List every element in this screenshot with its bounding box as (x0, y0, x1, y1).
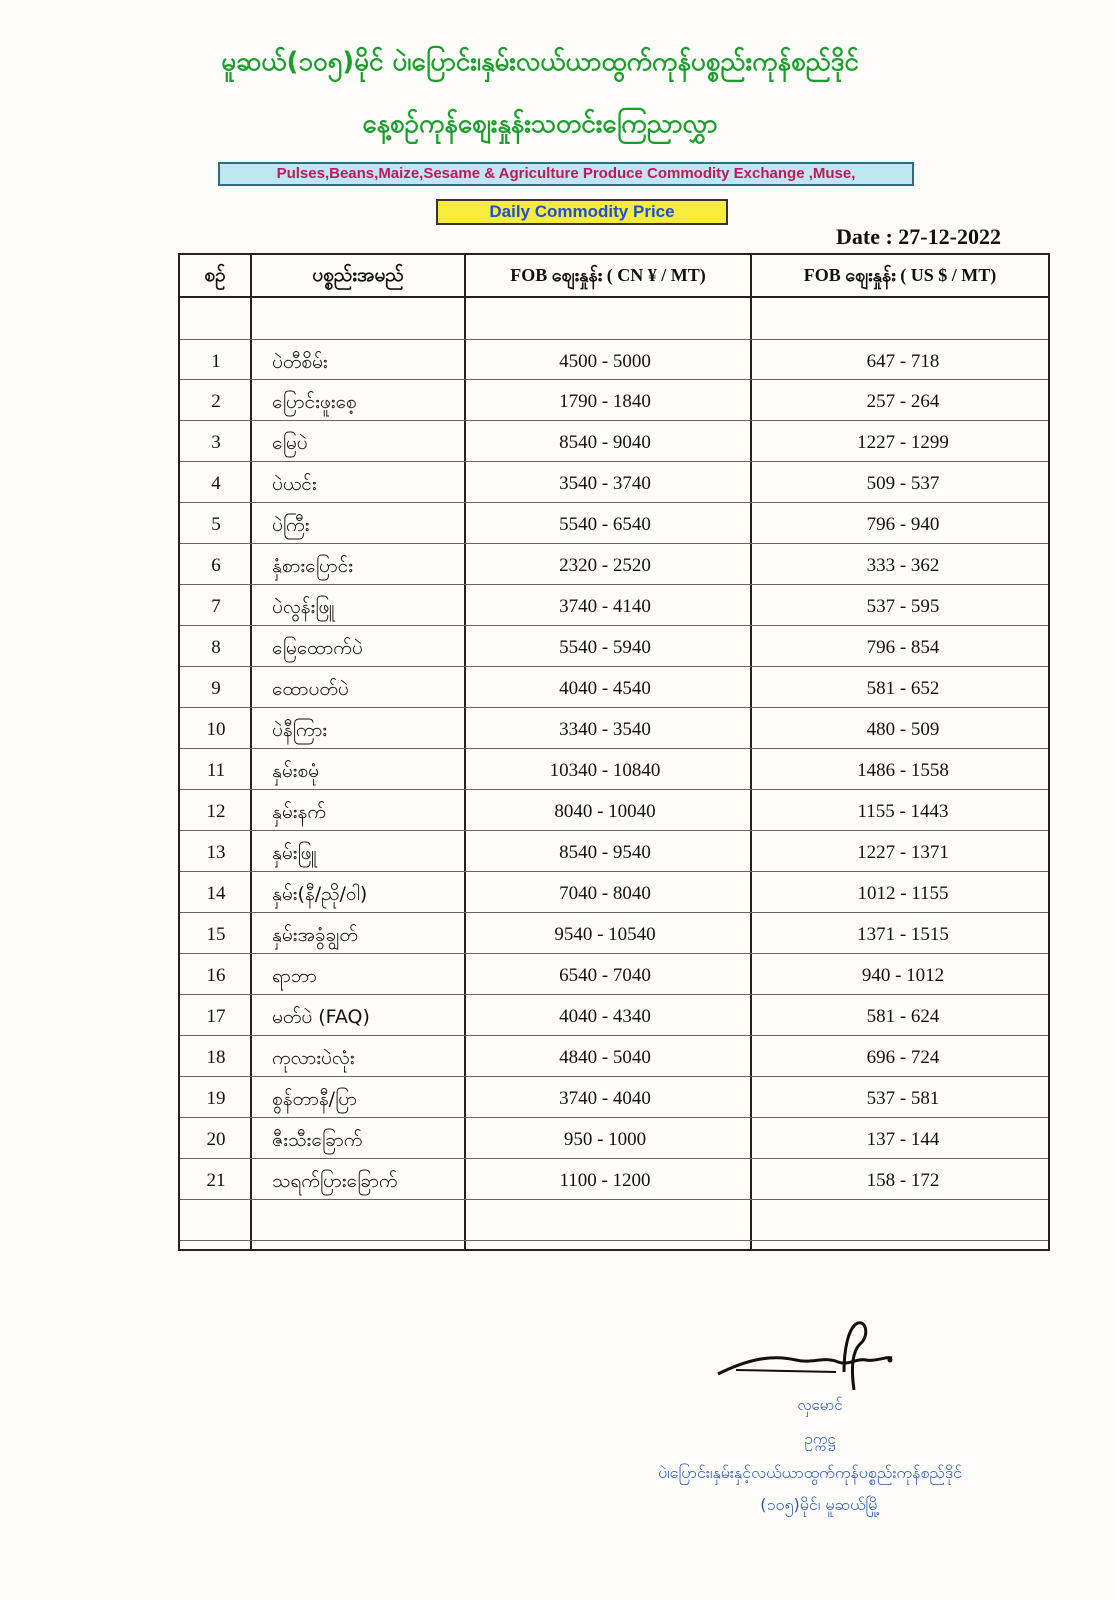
row-serial-no: 4 (211, 473, 221, 494)
table-row (180, 544, 1048, 585)
row-price-usd: 480 - 509 (866, 719, 940, 740)
row-item-name: ပဲယင်း (272, 473, 317, 495)
row-price-usd: 796 - 940 (866, 514, 940, 535)
row-price-cny: 3540 - 3740 (559, 473, 651, 494)
row-price-cny: 8540 - 9540 (559, 842, 651, 863)
table-row (180, 749, 1048, 790)
row-price-usd: 137 - 144 (866, 1129, 940, 1150)
row-price-cny: 10340 - 10840 (549, 760, 661, 781)
table-row-empty (180, 1200, 1048, 1241)
row-serial-no: 10 (206, 719, 226, 740)
row-price-usd: 1371 - 1515 (857, 924, 949, 945)
table-row (180, 1077, 1048, 1118)
row-item-name: နှမ်းအခွံချွတ် (272, 924, 358, 946)
table-row (180, 626, 1048, 667)
row-price-usd: 537 - 581 (866, 1088, 940, 1109)
row-price-usd: 581 - 624 (866, 1006, 940, 1027)
row-serial-no: 1 (211, 351, 221, 372)
row-item-name: မြေထောက်ပဲ (272, 637, 363, 659)
row-item-name: ဇီးသီးခြောက် (272, 1129, 363, 1151)
row-price-usd: 1486 - 1558 (857, 760, 949, 781)
row-item-name: ပဲတီစိမ်း (272, 351, 328, 373)
row-item-name: နှမ်း(နီ/ညို/ဝါ) (272, 883, 368, 905)
row-price-cny: 4040 - 4340 (559, 1006, 651, 1027)
row-serial-no: 20 (206, 1129, 226, 1150)
row-price-usd: 696 - 724 (866, 1047, 940, 1068)
row-price-cny: 7040 - 8040 (559, 883, 651, 904)
row-serial-no: 11 (206, 760, 226, 781)
table-row (180, 667, 1048, 708)
signer-name: လှမောင် (797, 1396, 843, 1414)
daily-price-label: Daily Commodity Price (436, 199, 728, 225)
row-item-name: ပဲကြီး (272, 514, 310, 536)
row-item-name: နှံစားပြောင်း (272, 555, 354, 577)
row-price-usd: 1155 - 1443 (857, 801, 949, 822)
table-row (180, 995, 1048, 1036)
row-serial-no: 6 (211, 555, 221, 576)
row-serial-no: 5 (211, 514, 221, 535)
header-fob-usd: FOB စျေးနှုန်း ( US $ / MT) (803, 265, 997, 285)
row-serial-no: 12 (206, 801, 226, 822)
row-price-usd: 158 - 172 (866, 1170, 940, 1191)
header-divider (180, 296, 1048, 298)
row-item-name: ကုလားပဲလုံး (272, 1047, 355, 1069)
row-price-cny: 1100 - 1200 (559, 1170, 651, 1191)
row-serial-no: 14 (206, 883, 226, 904)
signer-organization: ပဲ၊ပြောင်း၊နှမ်းနှင့်လယ်ယာထွက်ကုန်ပစ္စည်းကုန်စည်ဒိုင် (657, 1463, 963, 1482)
row-price-cny: 4040 - 4540 (559, 678, 651, 699)
row-price-cny: 3740 - 4040 (559, 1088, 651, 1109)
table-row (180, 421, 1048, 462)
row-price-cny: 4500 - 5000 (559, 351, 651, 372)
row-price-usd: 581 - 652 (866, 678, 940, 699)
row-serial-no: 19 (206, 1088, 226, 1109)
row-serial-no: 8 (211, 637, 221, 658)
header-item-name: ပစ္စည်းအမည် (312, 264, 404, 286)
row-price-cny: 8540 - 9040 (559, 432, 651, 453)
row-item-name: ပဲနီကြား (272, 719, 328, 741)
row-item-name: ထောပတ်ပဲ (272, 678, 349, 700)
row-price-usd: 647 - 718 (866, 351, 940, 372)
table-row (180, 1036, 1048, 1077)
table-row (180, 913, 1048, 954)
row-price-usd: 1227 - 1299 (857, 432, 949, 453)
row-serial-no: 15 (206, 924, 226, 945)
row-item-name: ပဲလွန်းဖြူ (272, 596, 335, 618)
row-serial-no: 16 (206, 965, 226, 986)
row-price-cny: 2320 - 2520 (559, 555, 651, 576)
signature-mark (716, 1310, 906, 1400)
row-price-usd: 537 - 595 (866, 596, 940, 617)
table-body (180, 339, 1048, 1241)
row-price-usd: 257 - 264 (866, 391, 940, 412)
price-table (178, 253, 1050, 1251)
row-serial-no: 21 (206, 1170, 226, 1191)
row-item-name: နှမ်းဖြူ (272, 842, 318, 864)
table-row (180, 954, 1048, 995)
header-serial-no: စဉ် (204, 264, 226, 286)
table-row (180, 790, 1048, 831)
exchange-name-banner: Pulses,Beans,Maize,Sesame & Agriculture Produce Commodity Exchange ,Muse, (218, 162, 914, 186)
row-price-cny: 5540 - 6540 (559, 514, 651, 535)
row-price-cny: 5540 - 5940 (559, 637, 651, 658)
row-item-name: မြေပဲ (272, 432, 308, 454)
row-price-cny: 8040 - 10040 (554, 801, 656, 822)
row-price-usd: 509 - 537 (866, 473, 940, 494)
row-price-cny: 950 - 1000 (563, 1129, 647, 1150)
row-price-usd: 1012 - 1155 (857, 883, 949, 904)
row-item-name: မတ်ပဲ (FAQ) (272, 1006, 370, 1028)
row-item-name: စွန်တာနီ/ပြာ (272, 1088, 357, 1110)
row-serial-no: 7 (211, 596, 221, 617)
row-price-cny: 3340 - 3540 (559, 719, 651, 740)
table-row (180, 462, 1048, 503)
table-row (180, 380, 1048, 421)
table-row (180, 1159, 1048, 1200)
row-price-usd: 796 - 854 (866, 637, 940, 658)
row-serial-no: 18 (206, 1047, 226, 1068)
row-item-name: ပြောင်းဖူးစေ့ (272, 391, 357, 413)
row-item-name: နှမ်းနက် (272, 801, 326, 823)
table-row (180, 585, 1048, 626)
row-item-name: နှမ်းစမုံ (272, 760, 320, 782)
row-price-usd: 940 - 1012 (861, 965, 945, 986)
row-serial-no: 17 (206, 1006, 226, 1027)
row-price-cny: 6540 - 7040 (559, 965, 651, 986)
signer-title: ဥက္ကဋ္ဌ (804, 1430, 836, 1448)
header-fob-cny: FOB စျေးနှုန်း ( CN ¥ / MT) (510, 265, 706, 285)
row-price-cny: 9540 - 10540 (554, 924, 656, 945)
signer-location: (၁၀၅)မိုင်၊ မူဆယ်မြို့ (760, 1495, 880, 1514)
table-row (180, 339, 1048, 380)
table-row (180, 1118, 1048, 1159)
table-row (180, 831, 1048, 872)
row-price-cny: 3740 - 4140 (559, 596, 651, 617)
row-price-usd: 1227 - 1371 (857, 842, 949, 863)
row-serial-no: 2 (211, 391, 221, 412)
row-price-cny: 4840 - 5040 (559, 1047, 651, 1068)
row-serial-no: 13 (206, 842, 226, 863)
row-item-name: ရာဘာ (272, 965, 317, 987)
row-price-cny: 1790 - 1840 (559, 391, 651, 412)
title-line-1: မူဆယ်(၁၀၅)မိုင် ပဲ၊ပြောင်း၊နှမ်းလယ်ယာထွက်ကုန်ပစ္စည်းကုန်စည်ဒိုင် (221, 47, 859, 77)
row-item-name: သရက်ပြားခြောက် (272, 1170, 398, 1192)
document-date: Date : 27-12-2022 (836, 224, 1001, 249)
table-row (180, 708, 1048, 749)
row-serial-no: 9 (211, 678, 221, 699)
table-row (180, 872, 1048, 913)
row-price-usd: 333 - 362 (866, 555, 940, 576)
row-serial-no: 3 (211, 432, 221, 453)
table-row (180, 503, 1048, 544)
title-line-2: နေ့စဉ်ကုန်စျေးနှုန်းသတင်းကြေညာလွှာ (362, 109, 718, 139)
